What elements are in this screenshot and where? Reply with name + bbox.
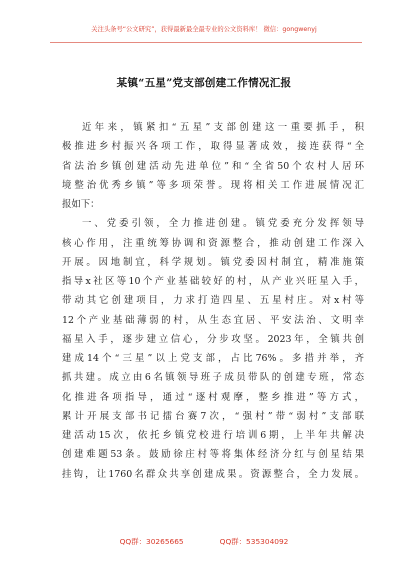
body-line: 近年来，镇紧扣“五星”支部创建这一重要抓手，积 (82, 122, 364, 133)
body-line: 建活动15次，依托乡镇党校进行培训6期，上半年共解决 (62, 430, 364, 441)
body-line: 挂钩，让1760名群众共享创建成果。资源整合，全力发展。 (62, 468, 364, 480)
body-line: 核心作用，注重统筹协调和资源整合，推动创建工作深入 (62, 237, 364, 249)
body-line: 一、党委引领，全力推进创建。镇党委充分发挥领导 (82, 218, 364, 230)
body-line: 福星入手，逐步建立信心，分步攻坚。2023年，全镇共创 (62, 333, 364, 345)
body-line: 创建难题53条。鼓励徐庄村等将集体经济分红与创星结果 (62, 449, 364, 461)
body-line: 省法治乡镇创建活动先进单位”和“全省50个农村人居环 (62, 160, 364, 172)
footer-contact (0, 536, 408, 547)
body-line: 开展。因地制宜，科学规划。镇党委因村制宜，精准施策 (62, 256, 364, 268)
body-line: 极推进乡村振兴各项工作，取得显著成效，接连获得“全 (62, 141, 364, 153)
body-line: 建成14个“三星”以上党支部，占比76%。多措并举，齐 (62, 353, 364, 364)
body-line: 抓共建。成立由6名镇领导班子成员带队的创建专班，常态 (62, 372, 364, 384)
body-line: 报如下： (62, 199, 100, 210)
footer-qq-group-2: QQ群：535304092 (219, 537, 289, 546)
body-line: 带动其它创建项目，力求打造四星、五星村庄。对x村等 (62, 295, 364, 307)
body-line: 指导x社区等10个产业基础较好的村，从产业兴旺星入手， (62, 276, 364, 287)
body-line: 12个产业基础薄弱的村，从生态宜居、平安法治、文明幸 (62, 314, 364, 326)
header-divider (50, 42, 362, 43)
body-line: 累计开展支部书记擂台赛7次，“强村”带“弱村”支部联 (62, 410, 364, 422)
document-body (62, 118, 364, 484)
document-title: 某镇“五星”党支部创建工作情况汇报 (116, 77, 292, 89)
body-line: 化推进各项指导，通过“逐村观摩，整乡推进”等方式， (62, 391, 364, 403)
header-banner: 关注头条号“公文研究”，获得最新最全最专业的公文资料库！ 微信：gongwenyj (91, 26, 317, 33)
footer-qq-group-1: QQ群：30265665 (119, 537, 184, 546)
body-line: 境整治优秀乡镇”等多项荣誉。现将相关工作进展情况汇 (62, 179, 364, 191)
